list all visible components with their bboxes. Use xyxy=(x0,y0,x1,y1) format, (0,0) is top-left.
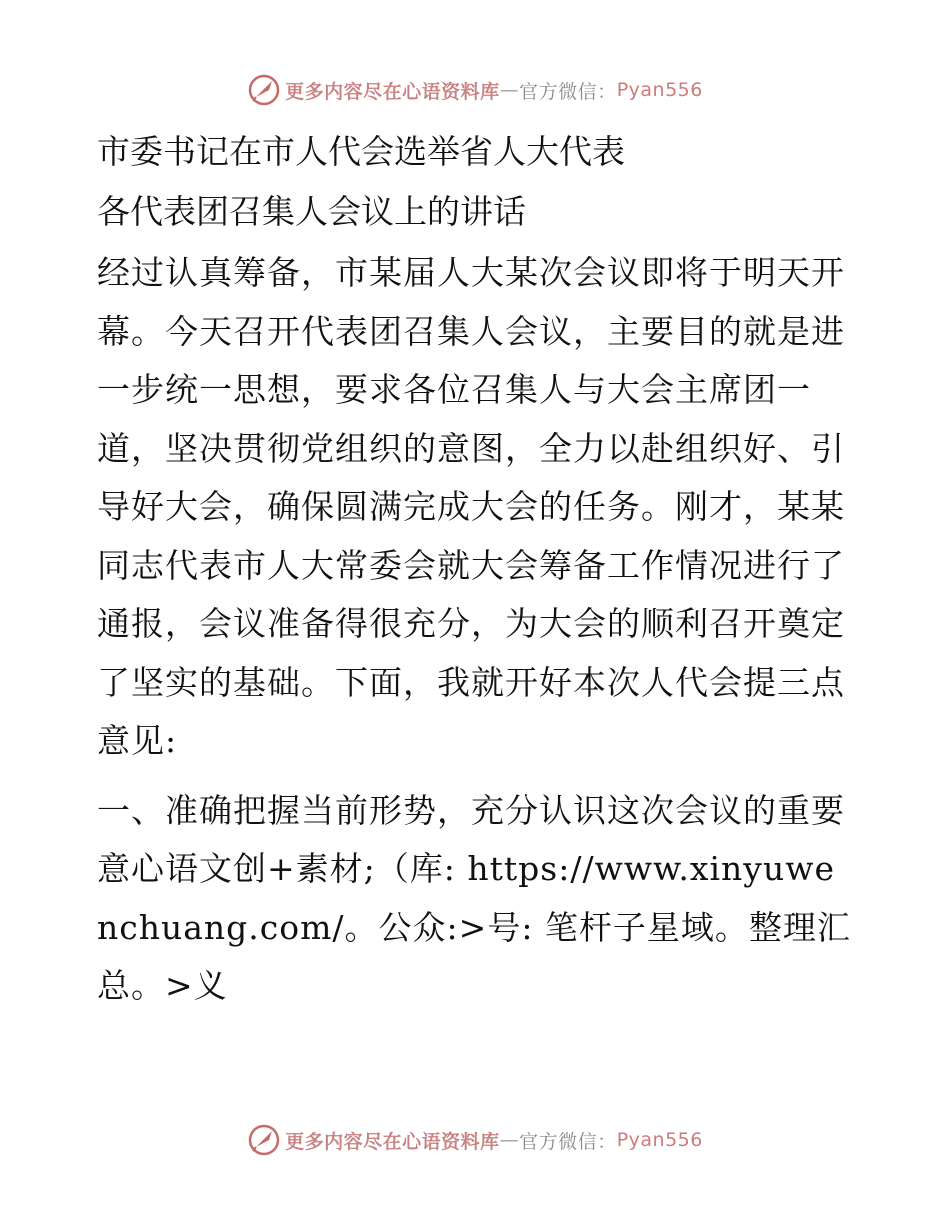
quill-logo-icon xyxy=(247,73,281,107)
watermark-text: 更多内容尽在心语资料库 xyxy=(285,80,500,103)
header-watermark xyxy=(0,70,950,110)
title-line-1: 市委书记在市人代会选举省人大代表 xyxy=(97,132,625,171)
watermark-text: 更多内容尽在心语资料库 xyxy=(285,1130,500,1153)
watermark-label: 官方微信： xyxy=(519,1130,617,1153)
paragraph-1: 经过认真筹备，市某届人大某次会议即将于明天开幕。今天召开代表团召集人会议，主要目的就是进一步统一思想，要求各位召集人与大会主席团一道，坚决贯彻党组织的意图，全力以赴组织好、引导好大会，确保圆满完成大会的任务。刚才，某某同志代表市人大常委会就大会筹备工作情况进行了通报，会议准备得很充分，为大会的顺利召开奠定了坚实的基础。下面，我就开好本次人代会提三点意见: xyxy=(97,253,845,760)
watermark-dash: — xyxy=(499,79,520,101)
section-1: 一、准确把握当前形势，充分认识这次会议的重要意心语文创+素材;（库: https://www.xinyuwenchuang.com/。公众:>号: 笔杆子星域。整理汇总。>义 xyxy=(97,790,851,1005)
watermark-id: Pyan556 xyxy=(616,1129,703,1151)
quill-logo-icon xyxy=(247,1123,281,1157)
watermark-label: 官方微信： xyxy=(519,80,617,103)
watermark-id: Pyan556 xyxy=(616,79,703,101)
watermark-dash: — xyxy=(499,1129,520,1151)
title-line-2: 各代表团召集人会议上的讲话 xyxy=(97,192,526,231)
document-body xyxy=(97,122,853,1016)
footer-watermark xyxy=(0,1120,950,1160)
